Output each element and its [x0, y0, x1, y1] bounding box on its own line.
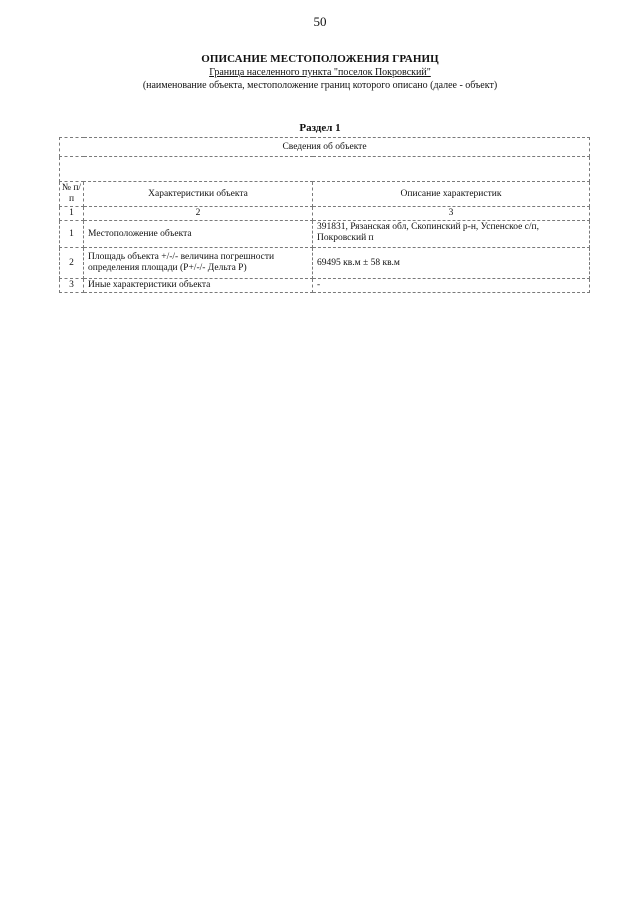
table-blank-cell: [60, 157, 590, 182]
header-characteristic: Характеристики объекта: [84, 182, 313, 207]
page-number: 50: [313, 14, 327, 29]
table-caption: Сведения об объекте: [60, 138, 590, 157]
table-row: [60, 279, 590, 293]
table-caption-row: [60, 138, 590, 157]
column-index-3: 3: [313, 207, 590, 221]
header-description: Описание характеристик: [313, 182, 590, 207]
row-description: -: [313, 279, 590, 293]
row-num: 3: [60, 279, 84, 293]
table-blank-row: [60, 157, 590, 182]
table-header-row: [60, 182, 590, 207]
document-title: ОПИСАНИЕ МЕСТОПОЛОЖЕНИЯ ГРАНИЦ: [201, 53, 439, 65]
column-index-1: 1: [60, 207, 84, 221]
object-name-note: (наименование объекта, местоположение границ которого описано (далее - объект): [142, 80, 498, 91]
object-info-table: [59, 137, 590, 293]
row-characteristic: Местоположение объекта: [84, 221, 313, 248]
row-description: 69495 кв.м ± 58 кв.м: [313, 248, 590, 279]
row-characteristic: Площадь объекта +/-/- величина погрешности определения площади (Р+/-/- Дельта Р): [84, 248, 313, 279]
table-row: [60, 221, 590, 248]
table-index-row: [60, 207, 590, 221]
object-name-line: [0, 67, 640, 78]
table-row: [60, 248, 590, 279]
object-name: Граница населенного пункта "поселок Покровский": [209, 67, 431, 78]
row-num: 1: [60, 221, 84, 248]
row-characteristic: Иные характеристики объекта: [84, 279, 313, 293]
row-description: 391831, Рязанская обл, Скопинский р-н, Успенское с/п, Покровский п: [313, 221, 590, 248]
section-title: Раздел 1: [299, 122, 341, 134]
column-index-2: 2: [84, 207, 313, 221]
row-num: 2: [60, 248, 84, 279]
header-num: № п/п: [60, 182, 84, 207]
